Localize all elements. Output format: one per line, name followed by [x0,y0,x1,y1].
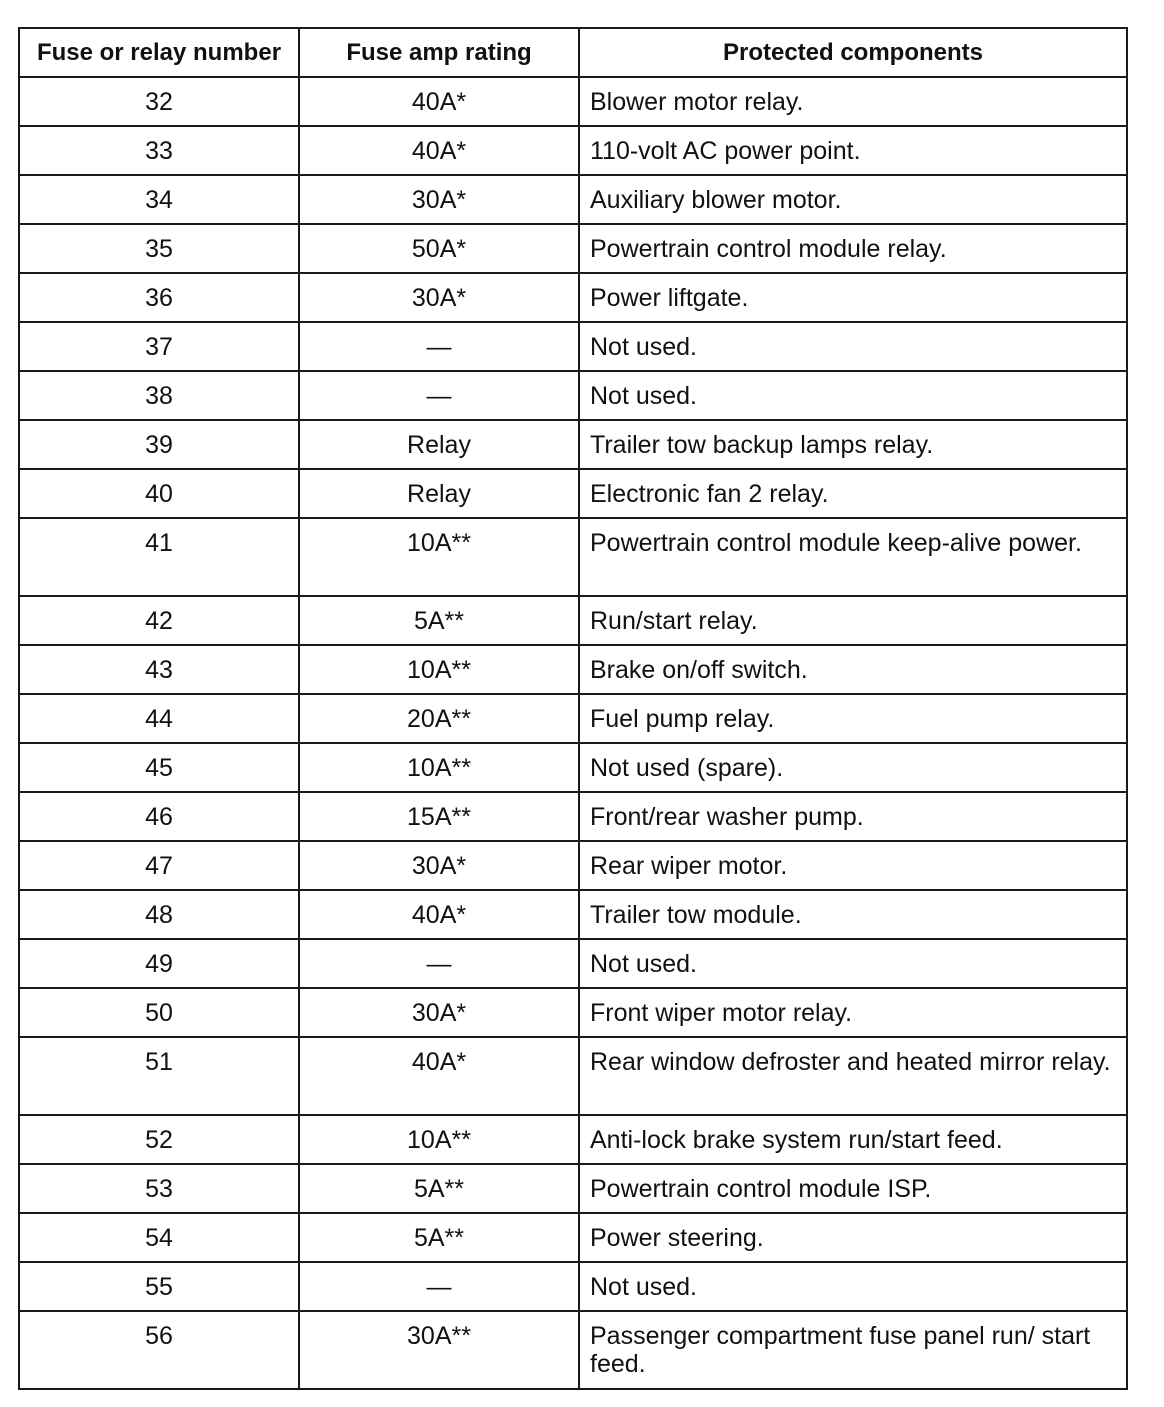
protected-component-cell: Powertrain control module relay. [579,224,1127,273]
fuse-number-cell: 41 [19,518,299,596]
fuse-number-cell: 43 [19,645,299,694]
amp-rating-cell: 5A** [299,596,579,645]
table-row [19,939,1127,988]
table-row [19,77,1127,126]
header-amp-rating: Fuse amp rating [299,28,579,77]
protected-component-cell: Run/start relay. [579,596,1127,645]
fuse-number-cell: 42 [19,596,299,645]
table-row [19,890,1127,939]
fuse-number-cell: 54 [19,1213,299,1262]
protected-component-cell: Powertrain control module keep-alive power. [579,518,1127,596]
table-row [19,694,1127,743]
protected-component-cell: Brake on/off switch. [579,645,1127,694]
header-row [19,28,1127,77]
amp-rating-cell: 30A* [299,841,579,890]
fuse-number-cell: 49 [19,939,299,988]
amp-rating-cell: 30A* [299,988,579,1037]
table-row [19,224,1127,273]
fuse-number-cell: 47 [19,841,299,890]
header-fuse-number: Fuse or relay number [19,28,299,77]
protected-component-cell: Electronic fan 2 relay. [579,469,1127,518]
amp-rating-cell: Relay [299,469,579,518]
protected-component-cell: Rear window defroster and heated mirror relay. [579,1037,1127,1115]
amp-rating-cell: 30A* [299,175,579,224]
fuse-number-cell: 39 [19,420,299,469]
table-row [19,1262,1127,1311]
amp-rating-cell: 10A** [299,518,579,596]
table-row [19,1037,1127,1115]
protected-component-cell: Not used. [579,1262,1127,1311]
amp-rating-cell: — [299,371,579,420]
fuse-number-cell: 33 [19,126,299,175]
protected-component-cell: Trailer tow backup lamps relay. [579,420,1127,469]
amp-rating-cell: 15A** [299,792,579,841]
protected-component-cell: Not used. [579,322,1127,371]
fuse-number-cell: 52 [19,1115,299,1164]
table-row [19,518,1127,596]
amp-rating-cell: 10A** [299,743,579,792]
amp-rating-cell: 10A** [299,645,579,694]
amp-rating-cell: 20A** [299,694,579,743]
amp-rating-cell: — [299,939,579,988]
protected-component-cell: Not used. [579,939,1127,988]
protected-component-cell: Anti-lock brake system run/start feed. [579,1115,1127,1164]
protected-component-cell: Not used (spare). [579,743,1127,792]
protected-component-cell: Trailer tow module. [579,890,1127,939]
table-row [19,743,1127,792]
amp-rating-cell: 10A** [299,1115,579,1164]
fuse-number-cell: 50 [19,988,299,1037]
table-row [19,988,1127,1037]
fuse-number-cell: 37 [19,322,299,371]
fuse-number-cell: 56 [19,1311,299,1389]
protected-component-cell: Front wiper motor relay. [579,988,1127,1037]
fuse-number-cell: 38 [19,371,299,420]
protected-component-cell: Not used. [579,371,1127,420]
protected-component-cell: Power liftgate. [579,273,1127,322]
protected-component-cell: Blower motor relay. [579,77,1127,126]
fuse-number-cell: 32 [19,77,299,126]
table-row [19,420,1127,469]
header-protected-components: Protected components [579,28,1127,77]
table-row [19,1115,1127,1164]
amp-rating-cell: 40A* [299,890,579,939]
fuse-number-cell: 48 [19,890,299,939]
fuse-number-cell: 34 [19,175,299,224]
protected-component-cell: Rear wiper motor. [579,841,1127,890]
table-row [19,273,1127,322]
table-row [19,371,1127,420]
amp-rating-cell: 5A** [299,1164,579,1213]
table-row [19,792,1127,841]
amp-rating-cell: 50A* [299,224,579,273]
protected-component-cell: 110-volt AC power point. [579,126,1127,175]
fuse-number-cell: 46 [19,792,299,841]
fuse-number-cell: 53 [19,1164,299,1213]
fuse-number-cell: 45 [19,743,299,792]
protected-component-cell: Power steering. [579,1213,1127,1262]
table-row [19,175,1127,224]
table-row [19,1311,1127,1389]
amp-rating-cell: — [299,322,579,371]
table-row [19,1164,1127,1213]
amp-rating-cell: 30A** [299,1311,579,1389]
protected-component-cell: Passenger compartment fuse panel run/ start feed. [579,1311,1127,1389]
table-row [19,322,1127,371]
fuse-number-cell: 36 [19,273,299,322]
amp-rating-cell: 40A* [299,77,579,126]
table-row [19,645,1127,694]
table-row [19,1213,1127,1262]
amp-rating-cell: 40A* [299,126,579,175]
table-row [19,841,1127,890]
table-row [19,596,1127,645]
fuse-number-cell: 35 [19,224,299,273]
fuse-number-cell: 51 [19,1037,299,1115]
amp-rating-cell: Relay [299,420,579,469]
fuse-table [18,27,1128,1390]
table-row [19,469,1127,518]
fuse-number-cell: 44 [19,694,299,743]
protected-component-cell: Front/rear washer pump. [579,792,1127,841]
fuse-number-cell: 40 [19,469,299,518]
amp-rating-cell: 30A* [299,273,579,322]
amp-rating-cell: — [299,1262,579,1311]
protected-component-cell: Powertrain control module ISP. [579,1164,1127,1213]
protected-component-cell: Auxiliary blower motor. [579,175,1127,224]
amp-rating-cell: 5A** [299,1213,579,1262]
fuse-number-cell: 55 [19,1262,299,1311]
protected-component-cell: Fuel pump relay. [579,694,1127,743]
amp-rating-cell: 40A* [299,1037,579,1115]
table-row [19,126,1127,175]
